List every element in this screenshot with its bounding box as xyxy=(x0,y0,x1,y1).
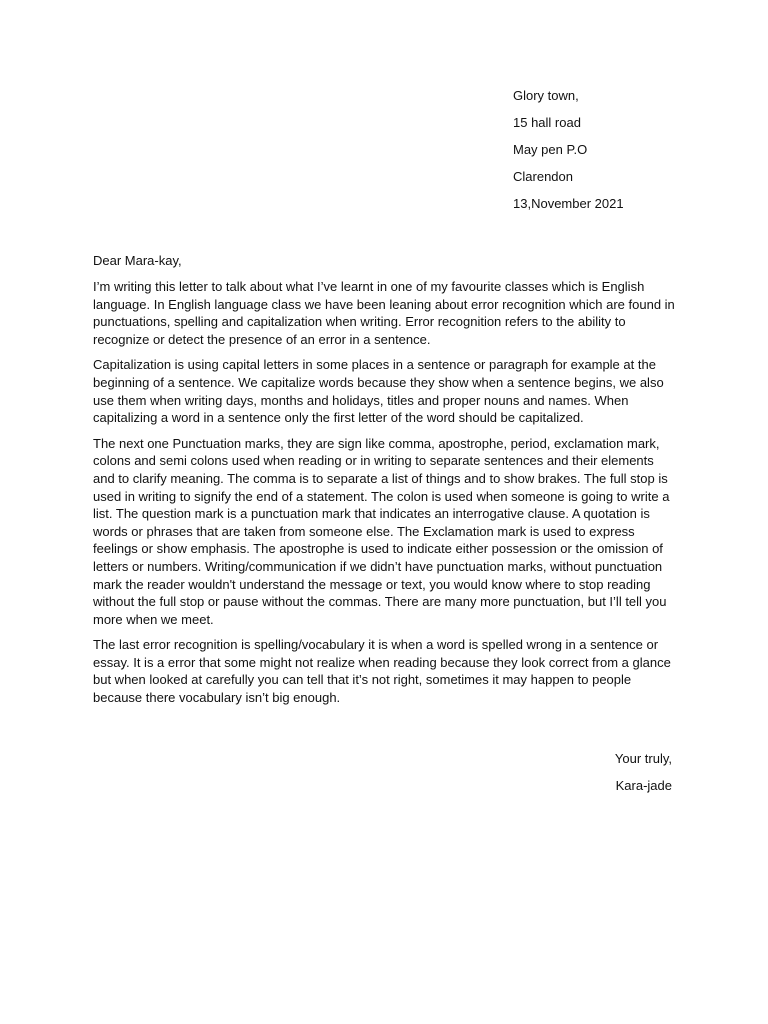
letter-body xyxy=(93,278,675,715)
sender-address xyxy=(513,86,713,221)
address-line-street: 15 hall road xyxy=(513,115,581,130)
paragraph-capitalization: Capitalization is using capital letters in some places in a sentence or paragraph for example at the beginning of a sentence. We capitalize words because they show when a sentence begins, we also use them when writing days, months and holidays, titles and proper nouns and names. When capitalizing a word in a sentence only the first letter of the word should be capitalized. xyxy=(93,357,664,426)
address-line-parish: Clarendon xyxy=(513,169,573,184)
signature: Kara-jade xyxy=(615,778,672,793)
address-line-po: May pen P.O xyxy=(513,142,588,157)
address-line-town: Glory town, xyxy=(513,88,579,103)
valediction: Your truly, xyxy=(614,751,672,766)
paragraph-intro: I’m writing this letter to talk about what I’ve learnt in one of my favourite classes which is English language. In English language class we have been leaning about error recognition which are found in punctuations, spelling and capitalization when writing. Error recognition refers to the ability to recognize or detect the presence of an error in a sentence. xyxy=(93,279,675,347)
salutation: Dear Mara-kay, xyxy=(93,253,182,268)
letter-date: 13,November 2021 xyxy=(513,196,624,211)
paragraph-punctuation: The next one Punctuation marks, they are sign like comma, apostrophe, period, exclamation mark, colons and semi colons used when reading or in writing to separate sentences and their elements and to clarify meaning. The comma is to separate a list of things and to show brakes. The full stop is used in writing to signify the end of a statement. The colon is used when someone is going to write a list. The question mark is a punctuation mark that indicates an interrogative clause. A quotation is words or phrases that are taken from someone else. The Exclamation mark is used to express feelings or show emphasis. The apostrophe is used to indicate either possession or the omission of letters or numbers. Writing/communication if we didn’t have punctuation marks, without punctuation mark the reader wouldn't understand the message or text, you would know where to stop reading without the full stop or pause without the commas. There are many more punctuation, but I’ll tell you more when we meet. xyxy=(93,435,670,627)
letter-closing xyxy=(615,749,672,803)
paragraph-spelling: The last error recognition is spelling/vocabulary it is when a word is spelled wrong in a sentence or essay. It is a error that some might not realize when reading because they look correct from a glance but when looked at carefully you can tell that it’s not right, sometimes it may happen to people because there vocabulary isn’t big enough. xyxy=(93,637,671,706)
